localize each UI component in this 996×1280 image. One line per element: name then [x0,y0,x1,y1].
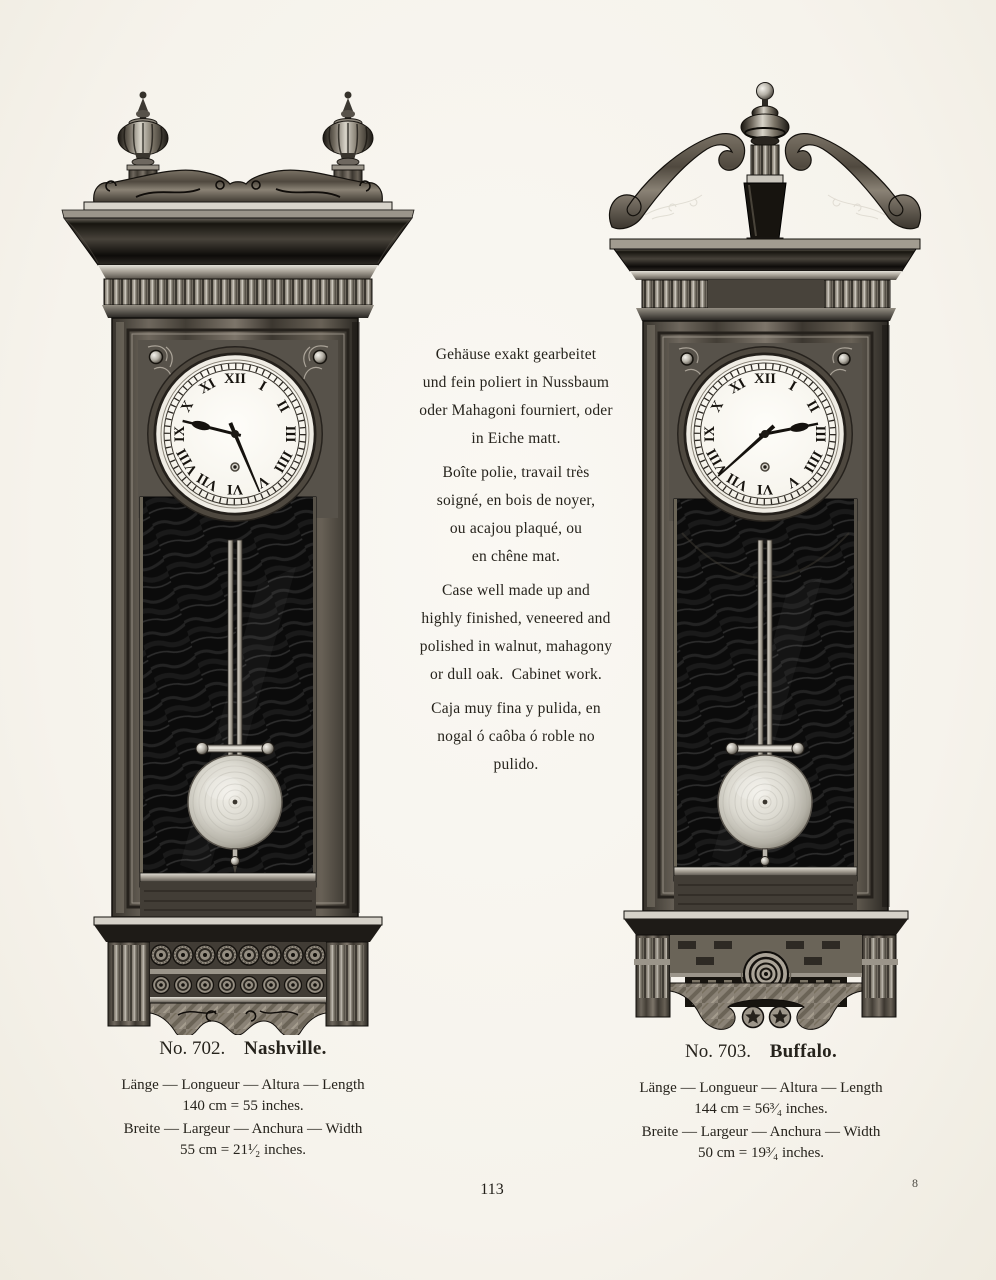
dimension-value: 140 cm = 55 inches. [182,1097,304,1114]
text-line: en chêne mat. [471,548,561,565]
dimension-label: Länge — Longueur — Altura — Length [121,1077,365,1093]
text-line: ou acajou plaqué, ou [449,520,583,537]
lower-sill [140,873,316,917]
description-spanish [392,695,640,779]
dimension-value: 144 cm = 56³⁄₄ inches. [694,1100,828,1117]
caption-buffalo [628,1041,894,1166]
frieze [102,279,374,318]
text-line: in Eiche matt. [471,430,561,447]
text-line: nogal ó caôba ó roble no [437,728,595,745]
product-title [628,1041,894,1063]
dimension-label: Breite — Largeur — Anchura — Width [641,1124,881,1140]
text-line: highly finished, veneered and [421,610,611,627]
sheet-number: 8 [912,1176,918,1190]
product-title [110,1038,376,1060]
clock-illustration-buffalo [590,75,930,1045]
length-dimensions [110,1075,376,1116]
carved-apron [150,1003,326,1035]
text-line: Case well made up and [442,582,590,599]
nashville-clock-drawing [58,85,418,1035]
product-description [392,341,640,785]
clock-illustration-nashville [58,85,418,1035]
description-french [392,459,640,571]
text-line: und fein poliert in Nussbaum [422,374,610,391]
text-line: or dull oak. Cabinet work. [430,666,602,683]
width-dimensions [628,1122,894,1163]
text-line: oder Mahagoni fourniert, oder [419,402,613,419]
text-line: Gehäuse exakt gearbeitet [435,346,597,363]
frieze [636,280,896,321]
length-dimensions [628,1078,894,1119]
description-german [392,341,640,453]
product-name: Nashville. [244,1038,327,1059]
page-number: 113 [480,1181,504,1198]
star-rosette [770,1007,791,1028]
text-line: Caja muy fina y pulida, en [431,700,601,717]
width-dimensions [110,1119,376,1160]
lower-sill [674,867,857,911]
base [94,917,382,1035]
cornice [610,239,920,280]
cornice [62,202,414,279]
buffalo-clock-drawing [590,75,930,1045]
caption-nashville [110,1038,376,1163]
base [624,911,908,1029]
text-line: polished in walnut, mahagony [419,638,613,655]
dimension-value: 55 cm = 21¹⁄₂ inches. [179,1141,307,1158]
product-number: No. 702. [159,1038,226,1059]
product-number: No. 703. [684,1041,751,1062]
text-line: pulido. [493,756,539,773]
text-line: Boîte polie, travail très [442,464,590,481]
center-finial [741,83,789,248]
text-line: soigné, en bois de noyer, [436,492,596,509]
dimension-label: Länge — Longueur — Altura — Length [639,1080,883,1096]
description-english [392,577,640,689]
star-rosette [743,1007,764,1028]
product-name: Buffalo. [769,1041,838,1062]
dimension-value: 50 cm = 19³⁄₄ inches. [697,1144,825,1161]
dimension-label: Breite — Largeur — Anchura — Width [123,1121,363,1137]
